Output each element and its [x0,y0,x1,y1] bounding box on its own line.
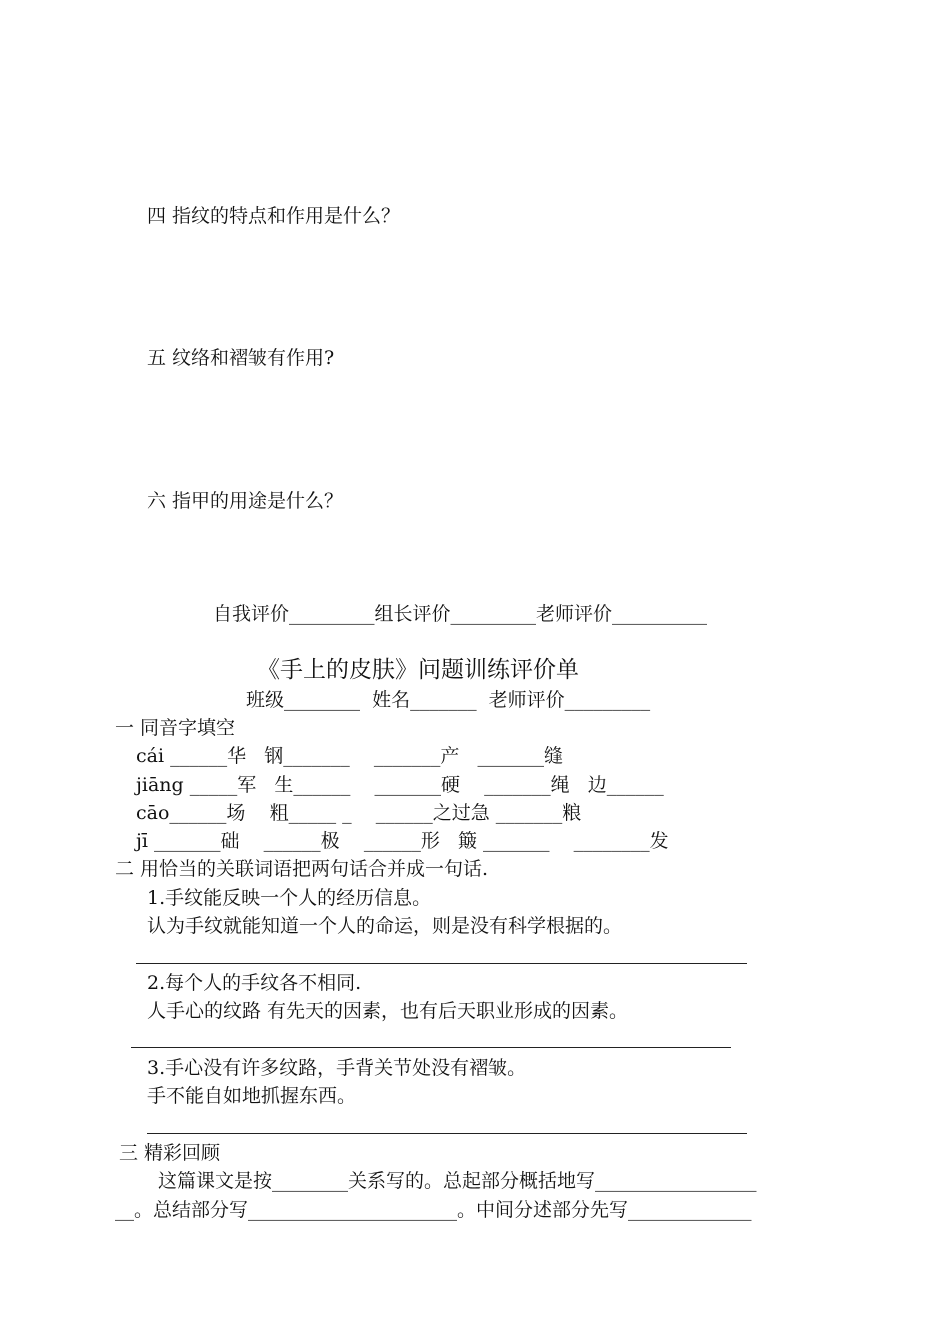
item3-sentence-a: 3.手心没有许多纹路，手背关节处没有褶皱。 [147,1057,527,1079]
answer-line[interactable] [147,1133,747,1134]
question-5: 五 纹络和褶皱有作用? [147,347,335,369]
answer-line[interactable] [136,963,747,964]
worksheet-title: 《手上的皮肤》问题训练评价单 [257,657,579,683]
review-line-2: __。总结部分写______________________。中间分述部分先写_____________ [115,1199,752,1221]
homophone-row: cāo______场 粗_____ _ ______之过急 _______粮 [136,802,582,824]
item2-sentence-a: 2.每个人的手纹各不相同. [147,972,362,994]
review-line-1: 这篇课文是按________关系写的。总起部分概括地写_________________ [158,1170,757,1192]
homophone-row: jiāng _____军 生______ _______硬 _______绳 边______ [136,774,664,796]
question-4: 四 指纹的特点和作用是什么？ [147,205,401,227]
answer-line[interactable] [131,1047,731,1048]
section1-heading: 一 同音字填空 [115,717,236,739]
homophone-row: jī _______础 ______极 ______形 簸 _______ ________发 [136,830,669,852]
header-fields: 班级________ 姓名_______ 老师评价_________ [246,689,651,711]
item1-sentence-b: 认为手纹就能知道一个人的命运，则是没有科学根据的。 [147,915,623,937]
homophone-row: cái ______华 钢_______ _______产 _______缝 [136,745,563,767]
evaluation-line: 自我评价_________组长评价_________老师评价__________ [213,603,708,625]
item2-sentence-b: 人手心的纹路 有先天的因素，也有后天职业形成的因素。 [147,1000,629,1022]
item3-sentence-b: 手不能自如地抓握东西。 [147,1085,357,1107]
section3-heading: 三 精彩回顾 [119,1142,221,1164]
item1-sentence-a: 1.手纹能反映一个人的经历信息。 [147,887,432,909]
section2-heading: 二 用恰当的关联词语把两句话合并成一句话. [115,858,489,880]
question-6: 六 指甲的用途是什么？ [147,490,344,512]
